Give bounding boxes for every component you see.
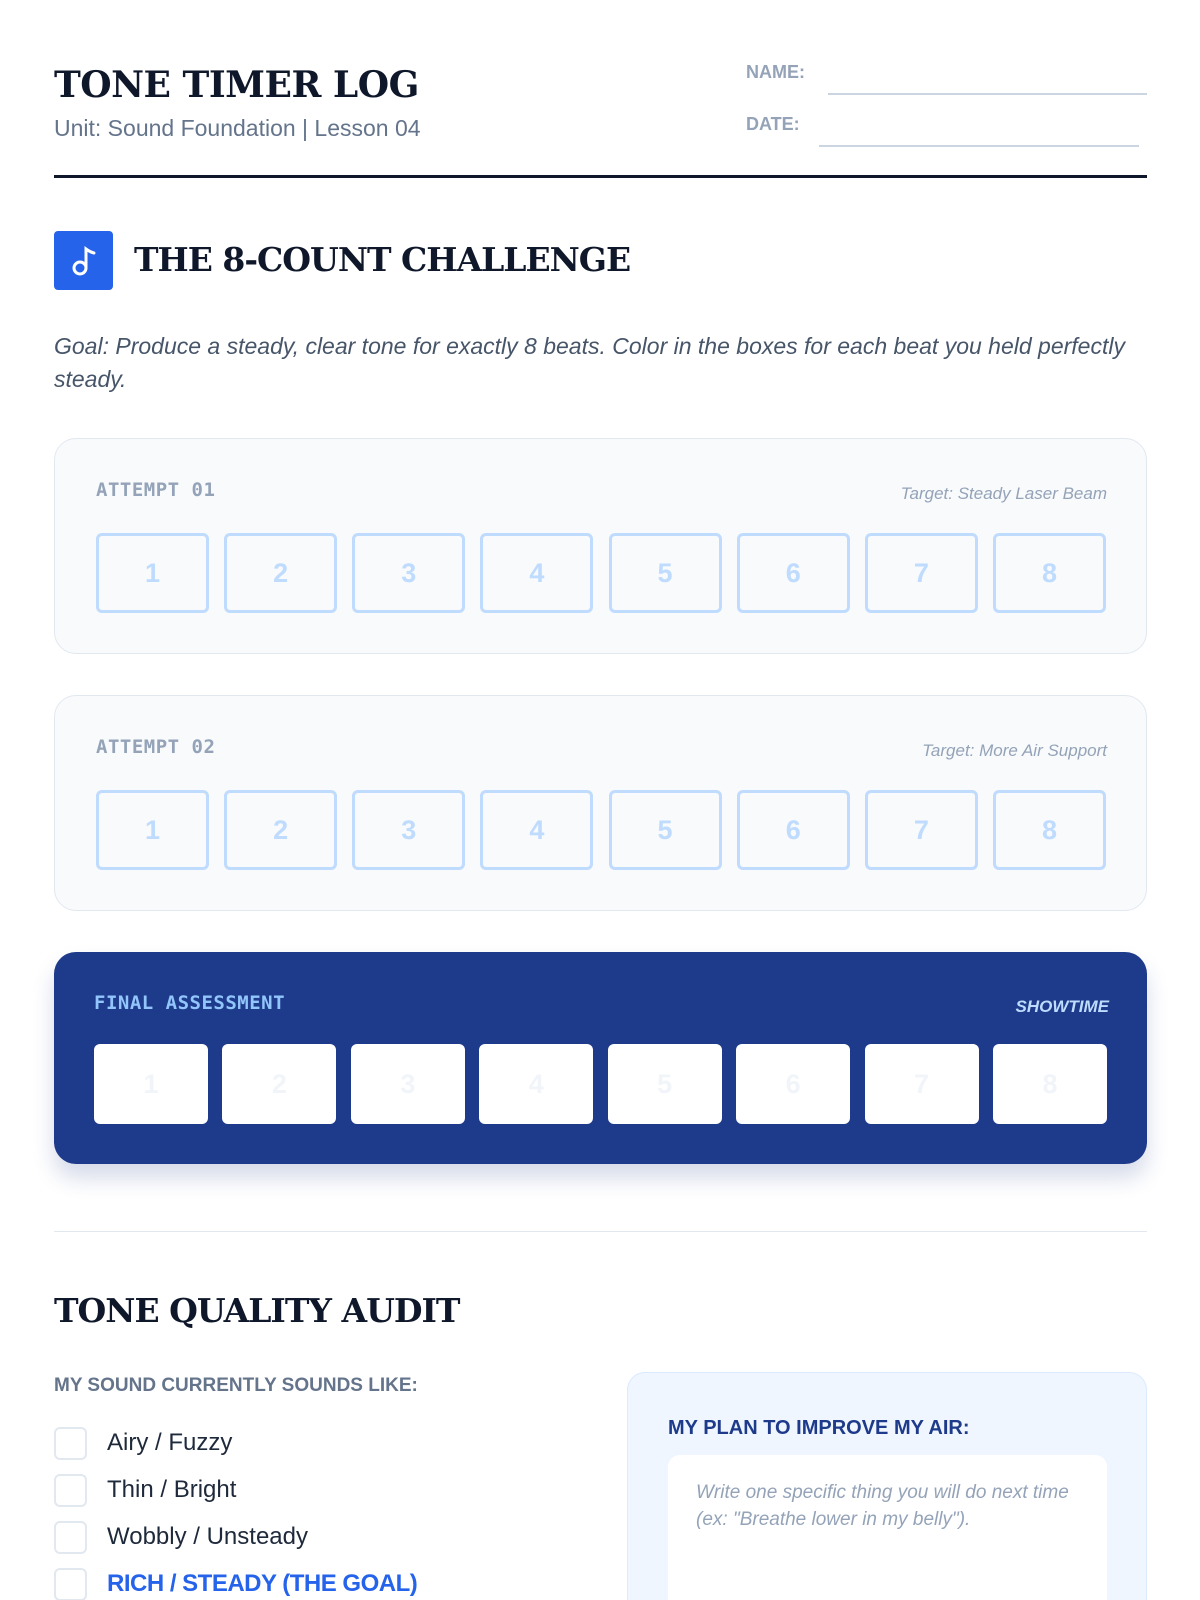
beat-box-2[interactable]: 2	[222, 1044, 336, 1124]
audit-title: TONE QUALITY AUDIT	[54, 1291, 460, 1330]
beat-box-8[interactable]: 8	[993, 1044, 1107, 1124]
beat-box-3[interactable]: 3	[352, 533, 465, 613]
attempt-target: Target: Steady Laser Beam	[900, 484, 1107, 503]
plan-textarea[interactable]: Write one specific thing you will do next time (ex: "Breathe lower in my belly").	[668, 1455, 1107, 1600]
sound-option-airy[interactable]	[54, 1426, 232, 1460]
beat-row	[96, 790, 1106, 870]
beat-box-6[interactable]: 6	[736, 1044, 850, 1124]
checkbox[interactable]	[54, 1521, 87, 1554]
date-label: DATE:	[746, 114, 800, 134]
sounds-label: MY SOUND CURRENTLY SOUNDS LIKE:	[54, 1375, 418, 1396]
beat-box-4[interactable]: 4	[480, 790, 593, 870]
beat-box-5[interactable]: 5	[609, 533, 722, 613]
name-label: NAME:	[746, 62, 805, 82]
beat-box-6[interactable]: 6	[737, 790, 850, 870]
beat-box-4[interactable]: 4	[479, 1044, 593, 1124]
attempt-target: Target: More Air Support	[922, 741, 1107, 760]
option-label: Wobbly / Unsteady	[107, 1523, 308, 1550]
beat-box-2[interactable]: 2	[224, 533, 337, 613]
attempt-label: ATTEMPT 02	[96, 736, 216, 758]
beat-row	[94, 1044, 1107, 1124]
beat-box-5[interactable]: 5	[608, 1044, 722, 1124]
checkbox[interactable]	[54, 1474, 87, 1507]
beat-box-4[interactable]: 4	[480, 533, 593, 613]
beat-box-8[interactable]: 8	[993, 790, 1106, 870]
checkbox[interactable]	[54, 1427, 87, 1460]
sound-option-thin[interactable]	[54, 1473, 236, 1507]
worksheet-page	[54, 0, 1147, 1600]
beat-box-5[interactable]: 5	[609, 790, 722, 870]
challenge-goal: Goal: Produce a steady, clear tone for exactly 8 beats. Color in the boxes for each beat you held perfectly steady.	[54, 333, 1125, 392]
checkbox[interactable]	[54, 1568, 87, 1600]
beat-box-7[interactable]: 7	[865, 533, 978, 613]
date-field[interactable]	[746, 108, 1147, 148]
worksheet-header	[54, 0, 1147, 178]
beat-box-6[interactable]: 6	[737, 533, 850, 613]
music-note-icon	[54, 231, 113, 290]
sound-option-wobbly[interactable]	[54, 1520, 308, 1554]
attempt-card-01	[54, 438, 1147, 654]
beat-box-2[interactable]: 2	[224, 790, 337, 870]
beat-box-3[interactable]: 3	[352, 790, 465, 870]
beat-box-1[interactable]: 1	[96, 533, 209, 613]
date-line[interactable]	[819, 145, 1139, 147]
beat-box-7[interactable]: 7	[865, 790, 978, 870]
attempt-label: ATTEMPT 01	[96, 479, 216, 501]
section-divider	[54, 1231, 1147, 1232]
challenge-title: THE 8-COUNT CHALLENGE	[134, 240, 631, 279]
page-subtitle: Unit: Sound Foundation | Lesson 04	[54, 115, 421, 141]
final-assessment-card	[54, 952, 1147, 1164]
beat-box-8[interactable]: 8	[993, 533, 1106, 613]
plan-label: MY PLAN TO IMPROVE MY AIR:	[668, 1417, 970, 1439]
sound-option-goal[interactable]	[54, 1567, 417, 1600]
final-label: FINAL ASSESSMENT	[94, 992, 286, 1014]
beat-box-3[interactable]: 3	[351, 1044, 465, 1124]
name-line[interactable]	[828, 93, 1147, 95]
beat-row	[96, 533, 1106, 613]
beat-box-1[interactable]: 1	[96, 790, 209, 870]
name-field[interactable]	[746, 56, 1147, 96]
option-label: RICH / STEADY (THE GOAL)	[107, 1570, 418, 1597]
page-title: TONE TIMER LOG	[54, 64, 419, 106]
option-label: Thin / Bright	[107, 1476, 237, 1503]
improvement-plan-card	[627, 1372, 1147, 1600]
final-target: SHOWTIME	[1015, 997, 1109, 1016]
beat-box-1[interactable]: 1	[94, 1044, 208, 1124]
attempt-card-02	[54, 695, 1147, 911]
option-label: Airy / Fuzzy	[107, 1429, 233, 1456]
beat-box-7[interactable]: 7	[865, 1044, 979, 1124]
